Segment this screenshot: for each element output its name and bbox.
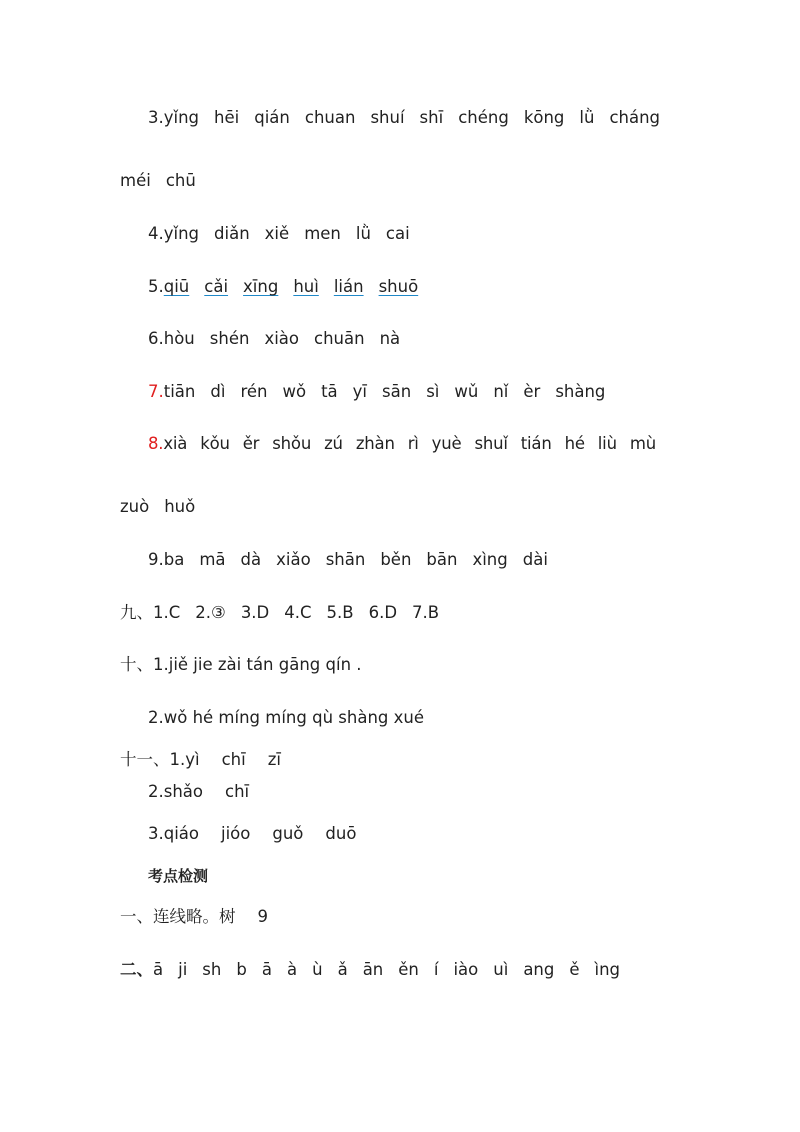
pinyin-word: nà — [379, 329, 401, 348]
pinyin-word: xīng — [243, 277, 279, 296]
answer-line-3-continued — [120, 170, 196, 192]
pinyin-word: tiān — [163, 382, 196, 401]
pinyin-word: dà — [240, 550, 262, 569]
pinyin-word: xiǎo — [276, 550, 311, 569]
answer-item: 4.C — [284, 603, 312, 622]
pinyin-word: tā — [321, 382, 338, 401]
pinyin-word: chī — [225, 782, 250, 801]
answer-line-4 — [148, 223, 410, 245]
answer-line-6 — [148, 328, 400, 350]
item-number: 9. — [148, 550, 164, 569]
section-two — [120, 959, 620, 981]
pinyin-word: lǜ — [355, 224, 371, 243]
answer-value: 9 — [257, 907, 268, 926]
pinyin-word: qiáo — [163, 824, 200, 843]
item-number: 1. — [169, 750, 186, 769]
pinyin-fragment: ěn — [398, 960, 419, 979]
pinyin-word: shān — [325, 550, 366, 569]
pinyin-fragment: iào — [453, 960, 479, 979]
section-one — [120, 906, 268, 928]
pinyin-fragment: sh — [202, 960, 222, 979]
section-nine — [120, 602, 439, 624]
item-number: 6. — [148, 329, 164, 348]
sentence-text: 1.jiě jie zài tán gāng qín . — [153, 655, 362, 674]
answer-item: 5.B — [326, 603, 354, 622]
pinyin-word: sān — [382, 382, 412, 401]
pinyin-fragment: uì — [493, 960, 509, 979]
pinyin-word: qián — [254, 108, 290, 127]
answer-line-7 — [148, 381, 605, 403]
item-number: 3. — [148, 824, 164, 843]
pinyin-word: chuan — [304, 108, 356, 127]
pinyin-word: duō — [325, 824, 357, 843]
pinyin-word: méi — [120, 171, 151, 190]
pinyin-word: zú — [324, 434, 343, 453]
pinyin-word: kōng — [523, 108, 565, 127]
pinyin-word: zī — [267, 750, 281, 769]
answer-line-9 — [148, 549, 548, 571]
answer-item: 6.D — [368, 603, 398, 622]
section-label: 一、 — [120, 907, 153, 926]
answer-line-8-continued — [120, 496, 195, 518]
pinyin-word: mù — [629, 434, 656, 453]
pinyin-word: yī — [352, 382, 368, 401]
pinyin-word: dài — [522, 550, 548, 569]
pinyin-word: shén — [209, 329, 250, 348]
section-eleven-line-3 — [148, 823, 356, 845]
answer-line-3 — [148, 107, 660, 129]
pinyin-fragment: ǎ — [337, 960, 348, 979]
pinyin-fragment: ji — [178, 960, 188, 979]
pinyin-word: nǐ — [493, 382, 509, 401]
pinyin-word: xià — [163, 434, 188, 453]
pinyin-word: hēi — [214, 108, 240, 127]
pinyin-fragment: ě — [569, 960, 580, 979]
pinyin-word: qiū — [163, 277, 190, 296]
pinyin-word: hòu — [163, 329, 195, 348]
pinyin-word: cai — [385, 224, 410, 243]
pinyin-word: xìng — [472, 550, 508, 569]
answer-item: 2.③ — [195, 603, 226, 622]
pinyin-fragment: à — [286, 960, 298, 979]
sentence-text: 2.wǒ hé míng míng qù shàng xué — [148, 708, 424, 727]
pinyin-word: shàng — [555, 382, 606, 401]
item-number: 8. — [148, 434, 164, 453]
pinyin-word: zhàn — [355, 434, 395, 453]
pinyin-fragment: b — [236, 960, 247, 979]
pinyin-word: shuí — [370, 108, 405, 127]
pinyin-word: mā — [199, 550, 226, 569]
answer-text: 连线略。树 — [153, 907, 236, 926]
section-ten-line-2 — [148, 707, 424, 729]
pinyin-word: huǒ — [164, 497, 196, 516]
pinyin-word: rì — [407, 434, 419, 453]
pinyin-word: shuǐ — [474, 434, 508, 453]
section-label: 十、 — [120, 655, 153, 674]
pinyin-word: ba — [163, 550, 185, 569]
pinyin-word: chuān — [314, 329, 365, 348]
item-number: 5. — [148, 277, 164, 296]
answer-item: 3.D — [240, 603, 270, 622]
answer-item: 7.B — [412, 603, 440, 622]
pinyin-word: shī — [419, 108, 444, 127]
item-number: 4. — [148, 224, 164, 243]
item-number: 2. — [148, 782, 164, 801]
pinyin-word: jióo — [221, 824, 251, 843]
pinyin-word: liù — [597, 434, 617, 453]
pinyin-word: dì — [210, 382, 226, 401]
pinyin-word: xiào — [264, 329, 299, 348]
pinyin-word: men — [304, 224, 341, 243]
pinyin-word: wǔ — [454, 382, 479, 401]
pinyin-word: chū — [165, 171, 196, 190]
pinyin-word: yì — [185, 750, 200, 769]
pinyin-word: yǐng — [163, 224, 200, 243]
pinyin-word: bān — [426, 550, 458, 569]
pinyin-word: guǒ — [272, 824, 304, 843]
pinyin-word: lián — [333, 277, 364, 296]
section-label: 九、 — [120, 603, 153, 622]
section-ten-line-1 — [120, 654, 362, 676]
pinyin-fragment: ā — [153, 960, 164, 979]
answer-line-5 — [148, 276, 418, 298]
pinyin-fragment: ìng — [594, 960, 621, 979]
section-label: 二、 — [120, 960, 153, 979]
pinyin-word: wǒ — [282, 382, 307, 401]
pinyin-fragment: ān — [362, 960, 384, 979]
pinyin-word: shǎo — [163, 782, 204, 801]
pinyin-fragment: ù — [312, 960, 323, 979]
pinyin-word: chī — [221, 750, 246, 769]
answer-line-8 — [148, 433, 656, 455]
pinyin-word: shuō — [378, 277, 419, 296]
pinyin-word: huì — [293, 277, 319, 296]
item-number: 3. — [148, 108, 164, 127]
section-label: 十一、 — [120, 750, 170, 769]
pinyin-word: ěr — [242, 434, 260, 453]
pinyin-word: rén — [240, 382, 268, 401]
pinyin-word: hé — [564, 434, 585, 453]
answer-item: 1.C — [153, 603, 181, 622]
pinyin-word: diǎn — [214, 224, 250, 243]
pinyin-word: tián — [520, 434, 552, 453]
pinyin-word: shǒu — [272, 434, 312, 453]
pinyin-word: cǎi — [204, 277, 229, 296]
item-number: 7. — [148, 382, 164, 401]
pinyin-word: běn — [380, 550, 412, 569]
pinyin-word: chéng — [458, 108, 509, 127]
pinyin-word: kǒu — [200, 434, 230, 453]
pinyin-word: xiě — [264, 224, 290, 243]
section-eleven-line-2 — [148, 781, 249, 803]
pinyin-fragment: ā — [261, 960, 272, 979]
pinyin-word: yǐng — [163, 108, 200, 127]
pinyin-word: zuò — [120, 497, 150, 516]
pinyin-word: sì — [426, 382, 440, 401]
pinyin-word: yuè — [431, 434, 462, 453]
pinyin-fragment: ang — [523, 960, 555, 979]
pinyin-word: cháng — [609, 108, 661, 127]
section-heading: 考点检测 — [148, 867, 209, 885]
pinyin-word: lǜ — [579, 108, 595, 127]
section-eleven-line-1 — [120, 749, 281, 771]
pinyin-word: èr — [523, 382, 541, 401]
pinyin-fragment: í — [433, 960, 439, 979]
